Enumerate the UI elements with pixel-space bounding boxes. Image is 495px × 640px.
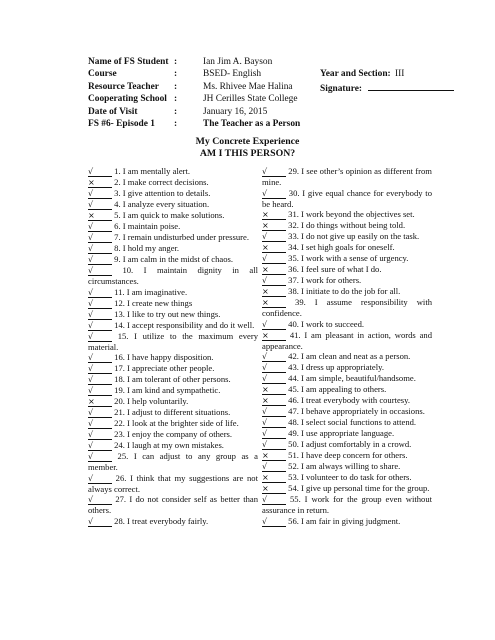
checklist-left-column (88, 166, 258, 527)
checklist-item-text: 16. I have happy disposition. (114, 352, 214, 362)
checklist-item-text: 44. I am simple, beautiful/handsome. (288, 373, 416, 383)
checklist-item (262, 516, 432, 527)
checklist-item-text: 34. I set high goals for oneself. (288, 242, 395, 252)
check-mark-icon: √ (262, 254, 286, 264)
header-colon: : (174, 57, 178, 67)
checklist-item-text: 22. I look at the brighter side of life. (114, 418, 239, 428)
checklist-item-text: 7. I remain undisturbed under pressure. (114, 232, 249, 242)
checklist-item (262, 450, 432, 461)
check-mark-icon: √ (88, 419, 112, 429)
checklist-item (262, 373, 432, 384)
checklist-item (262, 166, 432, 188)
checklist-item (262, 231, 432, 242)
cross-mark-icon: × (88, 178, 112, 188)
checklist-item-text: 32. I do things without being told. (288, 220, 406, 230)
check-mark-icon: √ (88, 189, 112, 199)
check-mark-icon: √ (262, 440, 286, 450)
checklist-item (88, 166, 258, 177)
header-colon: : (174, 106, 178, 117)
checklist-item-text: 31. I work beyond the objectives set. (288, 209, 415, 219)
checklist-item-text: 56. I am fair in giving judgment. (288, 515, 401, 526)
checklist-item-text: 53. I volunteer to do task for others. (288, 472, 412, 482)
checklist-item (88, 199, 258, 210)
signature-label: Signature: (320, 83, 363, 94)
check-mark-icon: √ (262, 495, 286, 505)
check-mark-icon: √ (88, 375, 112, 385)
checklist-item (262, 242, 432, 253)
checklist-item (88, 221, 258, 232)
header-colon: : (174, 81, 178, 92)
check-mark-icon: √ (262, 418, 286, 428)
checklist-item-text: 45. I am appealing to others. (288, 384, 387, 394)
checklist-item (262, 384, 432, 395)
cross-mark-icon: × (262, 396, 286, 406)
checklist-item-text: 54. I give up personal time for the group. (288, 483, 430, 493)
check-mark-icon: √ (88, 452, 112, 462)
checklist-item (88, 320, 258, 331)
check-mark-icon: √ (262, 352, 286, 362)
check-mark-icon: √ (262, 189, 286, 199)
header-label: FS #6- Episode 1 (88, 118, 155, 129)
checklist-item-text: 50. I adjust comfortably in a crowd. (288, 439, 412, 449)
cross-mark-icon: × (262, 451, 286, 461)
checklist-item (88, 309, 258, 320)
checklist-item-text: 15. I utilize to the maximum every material. (88, 330, 258, 352)
checklist-item (262, 406, 432, 417)
checklist-item-text: 11. I am imaginative. (114, 286, 188, 297)
checklist-item-text: 43. I dress up appropriately. (288, 362, 385, 372)
checklist-item (88, 177, 258, 188)
checklist-item-text: 2. I make correct decisions. (114, 177, 209, 187)
check-mark-icon: √ (262, 363, 286, 373)
checklist-item-text: 35. I work with a sense of urgency. (288, 253, 409, 263)
check-mark-icon: √ (88, 386, 112, 396)
checklist-item-text: 37. I work for others. (288, 275, 362, 285)
check-mark-icon: √ (262, 167, 286, 177)
checklist-item-text: 3. I give attention to details. (114, 188, 211, 198)
checklist-item (88, 243, 258, 254)
header-right-block (320, 56, 454, 94)
check-mark-icon: √ (88, 299, 112, 309)
checklist-item-text: 33. I do not give up easily on the task. (288, 231, 420, 241)
check-mark-icon: √ (262, 320, 286, 330)
checklist-item (88, 331, 258, 353)
checklist-item (262, 264, 432, 275)
checklist-item (88, 385, 258, 396)
checklist-item-text: 12. I create new things (114, 297, 193, 308)
checklist-item (262, 286, 432, 297)
check-mark-icon: √ (262, 407, 286, 417)
checklist-item-text: 17. I appreciate other people. (114, 363, 215, 373)
header-value: January 16, 2015 (203, 106, 268, 117)
checklist-item (88, 418, 258, 429)
check-mark-icon: √ (88, 233, 112, 243)
check-mark-icon: √ (262, 374, 286, 384)
check-mark-icon: √ (88, 364, 112, 374)
checklist-item (262, 330, 432, 352)
check-mark-icon: √ (262, 517, 286, 527)
checklist-item (262, 439, 432, 450)
cross-mark-icon: × (262, 484, 286, 494)
cross-mark-icon: × (262, 265, 286, 275)
checklist-item (88, 516, 258, 527)
checklist-item-text: 40. I work to succeed. (288, 318, 365, 329)
checklist-item-text: 46. I treat everybody with courtesy. (288, 395, 411, 405)
year-section-line (320, 68, 454, 80)
checklist-item (262, 209, 432, 220)
check-mark-icon: √ (262, 232, 286, 242)
checklist-item (88, 210, 258, 221)
checklist-item (88, 494, 258, 516)
checklist-item (88, 352, 258, 363)
header-value: BSED- English (203, 69, 262, 80)
header-value: JH Cerilles State College (203, 94, 298, 105)
checklist-item-text: 20. I help voluntarily. (114, 396, 189, 406)
checklist-item (262, 220, 432, 231)
checklist-item-text: 29. I see other’s opinion as different from mine. (262, 166, 432, 187)
cross-mark-icon: × (262, 473, 286, 483)
checklist-item (262, 483, 432, 494)
checklist-item (88, 287, 258, 298)
check-mark-icon: √ (88, 517, 112, 527)
check-mark-icon: √ (88, 255, 112, 265)
checklist-item-text: 9. I am calm in the midst of chaos. (114, 254, 234, 264)
checklist-item (262, 428, 432, 439)
checklist-item-text: 36. I feel sure of what I do. (288, 264, 382, 274)
checklist-item-text: 41. I am pleasant in action, words and appearance. (262, 329, 432, 351)
checklist-item-text: 25. I can adjust to any group as a member. (88, 451, 258, 472)
header-colon: : (174, 69, 178, 80)
checklist-item (262, 461, 432, 472)
check-mark-icon: √ (88, 288, 112, 298)
header-value: Ms. Rhivee Mae Halina (203, 81, 293, 92)
header-label: Name of FS Student (88, 57, 169, 67)
checklist-item (88, 440, 258, 451)
check-mark-icon: √ (88, 408, 112, 418)
checklist-item-text: 13. I like to try out new things. (114, 308, 221, 319)
checklist-item (88, 451, 258, 473)
header-label: Course (88, 69, 117, 80)
signature-blank (368, 81, 454, 91)
cross-mark-icon: × (262, 221, 286, 231)
checklist-item-text: 1. I am mentally alert. (114, 166, 191, 176)
checklist-item (262, 362, 432, 373)
cross-mark-icon: × (88, 211, 112, 221)
signature-line (320, 81, 454, 93)
checklist-item-text: 19. I am kind and sympathetic. (114, 385, 221, 395)
checklist-item (88, 396, 258, 407)
checklist-item-text: 52. I am always willing to share. (288, 461, 401, 471)
checklist-item-text: 55. I work for the group even without assurance in return. (262, 494, 432, 515)
section-subtitle: AM I THIS PERSON? (199, 148, 296, 159)
check-mark-icon: √ (262, 429, 286, 439)
checklist-item-text: 4. I analyze every situation. (114, 199, 210, 209)
checklist-item-text: 24. I laugh at my own mistakes. (114, 440, 224, 450)
checklist-item (262, 253, 432, 264)
cross-mark-icon: × (262, 298, 286, 308)
checklist-item-text: 6. I maintain poise. (114, 221, 181, 231)
checklist-item (262, 472, 432, 483)
checklist-right-column (262, 166, 432, 527)
check-mark-icon: √ (88, 167, 112, 177)
check-mark-icon: √ (88, 310, 112, 320)
check-mark-icon: √ (262, 276, 286, 286)
header-colon: : (174, 94, 178, 105)
checklist-item-text: 47. I behave appropriately in occasions. (288, 406, 425, 416)
cross-mark-icon: × (262, 243, 286, 253)
check-mark-icon: √ (88, 332, 112, 342)
checklist-item-text: 10. I maintain dignity in all circumstances. (88, 265, 258, 286)
checklist-item (88, 254, 258, 265)
checklist-item (88, 429, 258, 440)
header-label: Date of Visit (88, 106, 138, 117)
cross-mark-icon: × (262, 331, 286, 341)
check-mark-icon: √ (88, 353, 112, 363)
header-colon: : (174, 118, 178, 129)
header-label: Resource Teacher (88, 81, 159, 92)
check-mark-icon: √ (88, 244, 112, 254)
checklist-item (262, 417, 432, 428)
section-titles (0, 136, 495, 160)
checklist-item-text: 51. I have deep concern for others. (288, 450, 408, 460)
checklist-item (262, 494, 432, 516)
checklist-item-text: 39. I assume responsibility with confidence. (262, 297, 433, 318)
checklist-item (88, 374, 258, 385)
checklist-item (88, 188, 258, 199)
header-label: Cooperating School (88, 94, 167, 105)
year-section-value: III (395, 69, 405, 80)
check-mark-icon: √ (88, 441, 112, 451)
checklist-item-text: 5. I am quick to make solutions. (114, 210, 225, 220)
checklist-item (88, 298, 258, 309)
checklist-item-text: 26. I think that my suggestions are not always correct. (88, 472, 258, 494)
checklist-item (262, 351, 432, 362)
checklist-item-text: 49. I use appropriate language. (288, 428, 395, 438)
check-mark-icon: √ (88, 321, 112, 331)
checklist-item (88, 473, 258, 495)
checklist-item-text: 18. I am tolerant of other persons. (114, 374, 231, 384)
checklist-item (262, 297, 432, 319)
check-mark-icon: √ (88, 495, 112, 505)
checklist-item-text: 48. I select social functions to attend. (288, 417, 417, 427)
checklist-item (262, 319, 432, 330)
check-mark-icon: √ (88, 200, 112, 210)
cross-mark-icon: × (88, 397, 112, 407)
year-section-label: Year and Section: (320, 69, 391, 80)
checklist-item-text: 42. I am clean and neat as a person. (288, 351, 411, 361)
cross-mark-icon: × (262, 287, 286, 297)
check-mark-icon: √ (88, 474, 112, 484)
checklist-item (88, 265, 258, 287)
checklist-item (88, 232, 258, 243)
header-value: Ian Jim A. Bayson (203, 57, 273, 67)
check-mark-icon: √ (88, 222, 112, 232)
check-mark-icon: √ (88, 266, 112, 276)
check-mark-icon: √ (88, 430, 112, 440)
checklist-item (88, 407, 258, 418)
header-value: The Teacher as a Person (203, 118, 301, 129)
checklist-item-text: 23. I enjoy the company of others. (114, 429, 233, 439)
cross-mark-icon: × (262, 385, 286, 395)
checklist-item (262, 188, 432, 210)
cross-mark-icon: × (262, 210, 286, 220)
checklist-item (262, 275, 432, 286)
checklist-item-text: 14. I accept responsibility and do it well. (114, 319, 255, 330)
checklist-item-text: 27. I do not consider self as better than others. (88, 494, 258, 515)
checklist-item-text: 21. I adjust to different situations. (114, 407, 231, 417)
checklist-item-text: 30. I give equal chance for everybody to be heard. (262, 187, 432, 209)
check-mark-icon: √ (262, 462, 286, 472)
section-title: My Concrete Experience (195, 136, 300, 147)
checklist-item-text: 38. I initiate to do the job for all. (288, 286, 401, 296)
checklist-item-text: 28. I treat everybody fairly. (114, 515, 209, 526)
checklist-item-text: 8. I hold my anger. (114, 243, 180, 253)
checklist-item (262, 395, 432, 406)
checklist-item (88, 363, 258, 374)
